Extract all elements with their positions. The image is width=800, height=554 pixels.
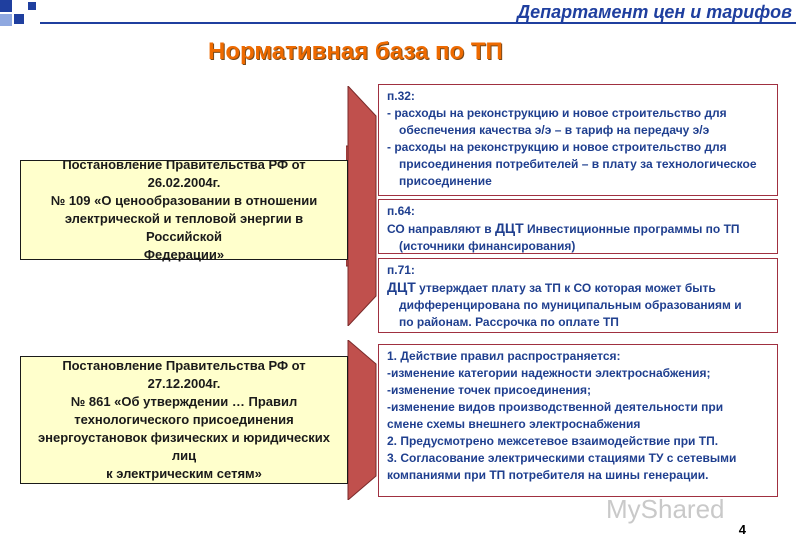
clause-box-rules: [378, 344, 778, 497]
clause-line: обеспечения качества э/э – в тариф на передачу э/э: [399, 123, 710, 137]
clause-text: СО направляют в: [387, 222, 495, 236]
clause-heading: п.64:: [387, 204, 415, 218]
rules-line: смене схемы внешнего электроснабжения: [387, 417, 641, 431]
clause-line: по районам. Рассрочка по оплате ТП: [399, 315, 619, 329]
department-name: Департамент цен и тарифов: [517, 2, 792, 22]
dct-abbreviation: ДЦТ: [387, 279, 416, 295]
watermark-logo: MyShared: [606, 494, 725, 524]
document-resolution-861: [20, 356, 348, 484]
clause-line: - расходы на реконструкцию и новое строительство для: [387, 140, 727, 154]
clause-line: [387, 220, 769, 238]
clause-text: Инвестиционные программы по ТП: [523, 222, 740, 236]
doc2-line-2: № 861 «Об утверждении … Правил: [70, 394, 298, 409]
clause-line: (источники финансирования): [399, 239, 576, 253]
doc2-line-4: энергоустановок физических и юридических лиц: [37, 430, 331, 463]
arrow-shape-2: [346, 340, 378, 500]
rules-line: 2. Предусмотрено межсетевое взаимодействие при ТП.: [387, 434, 719, 448]
clause-line: - расходы на реконструкцию и новое строительство для: [387, 106, 727, 120]
doc1-line-2: № 109 «О ценообразовании в отношении: [50, 193, 318, 208]
doc1-line-3: электрической и тепловой энергии в Российской: [64, 211, 304, 244]
clause-box-p64: [378, 199, 778, 254]
rules-line: -изменение точек присоединения;: [387, 383, 592, 397]
doc2-line-3: технологического присоединения: [74, 412, 294, 427]
page-title: Нормативная база по ТП: [208, 38, 503, 65]
clause-line: присоединения потребителей – в плату за технологическое: [399, 157, 757, 171]
rules-line: -изменение видов производственной деятельности при: [387, 400, 724, 414]
clause-text: утверждает плату за ТП к СО которая может быть: [415, 281, 716, 295]
document-resolution-109: [20, 157, 348, 262]
doc1-line-1: Постановление Правительства РФ от 26.02.2004г.: [62, 157, 306, 190]
doc2-line-5: к электрическим сетям»: [106, 466, 262, 481]
rules-line: 3. Согласование электрическими стациями ТУ с сетевыми: [387, 451, 737, 465]
clause-box-p71: [378, 258, 778, 333]
clause-box-p32: [378, 84, 778, 196]
rules-line: компаниями при ТП потребителя на шины генерации.: [387, 468, 709, 482]
arrow-shape-1: [346, 86, 378, 326]
dct-abbreviation: ДЦТ: [494, 220, 524, 236]
clause-heading: п.71:: [387, 263, 415, 277]
page-number: 4: [738, 522, 746, 537]
clause-line: [387, 279, 769, 297]
clause-line: дифференцирована по муниципальным образованиям и: [399, 298, 742, 312]
clause-heading: п.32:: [387, 89, 415, 103]
rules-line: -изменение категории надежности электроснабжения;: [387, 366, 711, 380]
clause-line: присоединение: [399, 174, 492, 188]
rules-line: 1. Действие правил распространяется:: [387, 349, 621, 363]
doc2-line-1: Постановление Правительства РФ от 27.12.2004г.: [62, 358, 306, 391]
doc1-line-4: Федерации»: [143, 247, 225, 262]
